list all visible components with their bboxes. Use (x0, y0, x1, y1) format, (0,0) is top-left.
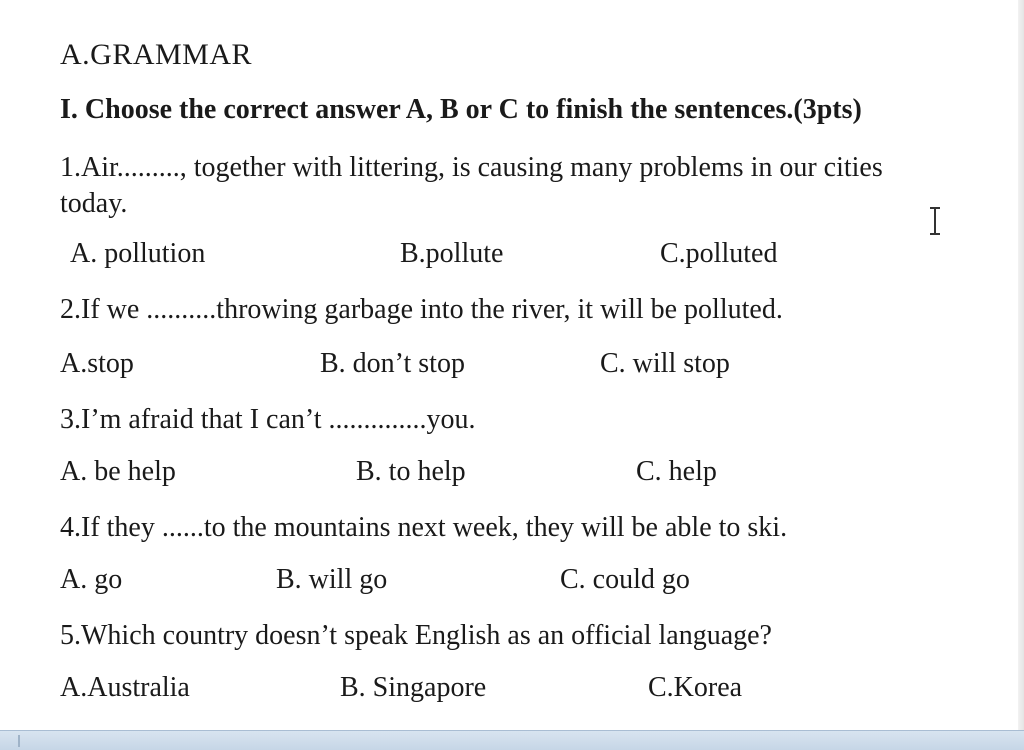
question-5-option-a: A.Australia (60, 672, 190, 703)
bottom-bar (0, 730, 1024, 750)
question-4-option-c: C. could go (560, 564, 690, 595)
question-1-option-b: B.pollute (400, 238, 504, 269)
question-4: 4.If they ......to the mountains next week, they will be able to ski. (60, 512, 788, 543)
question-5-option-c: C.Korea (648, 672, 743, 703)
text-cursor-icon (928, 206, 942, 244)
question-5: 5.Which country doesn’t speak English as an official language? (60, 620, 772, 651)
question-1-option-c: C.polluted (660, 238, 778, 269)
instruction-heading: I. Choose the correct answer A, B or C to finish the sentences.(3pts) (60, 94, 862, 125)
question-1: 1.Air........., together with littering, is causing many problems in our cities today. (60, 152, 883, 219)
question-4-option-b: B. will go (276, 564, 388, 595)
question-2: 2.If we ..........throwing garbage into the river, it will be polluted. (60, 294, 783, 325)
question-4-option-a: A. go (60, 564, 123, 595)
scrollbar-edge (1018, 0, 1024, 730)
question-2-option-c: C. will stop (600, 348, 730, 379)
question-3-option-a: A. be help (60, 456, 176, 487)
question-2-option-a: A.stop (60, 348, 134, 379)
question-5-option-b: B. Singapore (340, 672, 487, 703)
question-1-option-a: A. pollution (70, 238, 206, 269)
bottom-bar-divider (18, 735, 20, 747)
question-3: 3.I’m afraid that I can’t ..............you. (60, 404, 476, 435)
question-2-option-b: B. don’t stop (320, 348, 465, 379)
section-title: A.GRAMMAR (60, 38, 253, 71)
question-3-option-c: C. help (636, 456, 717, 487)
question-3-option-b: B. to help (356, 456, 466, 487)
